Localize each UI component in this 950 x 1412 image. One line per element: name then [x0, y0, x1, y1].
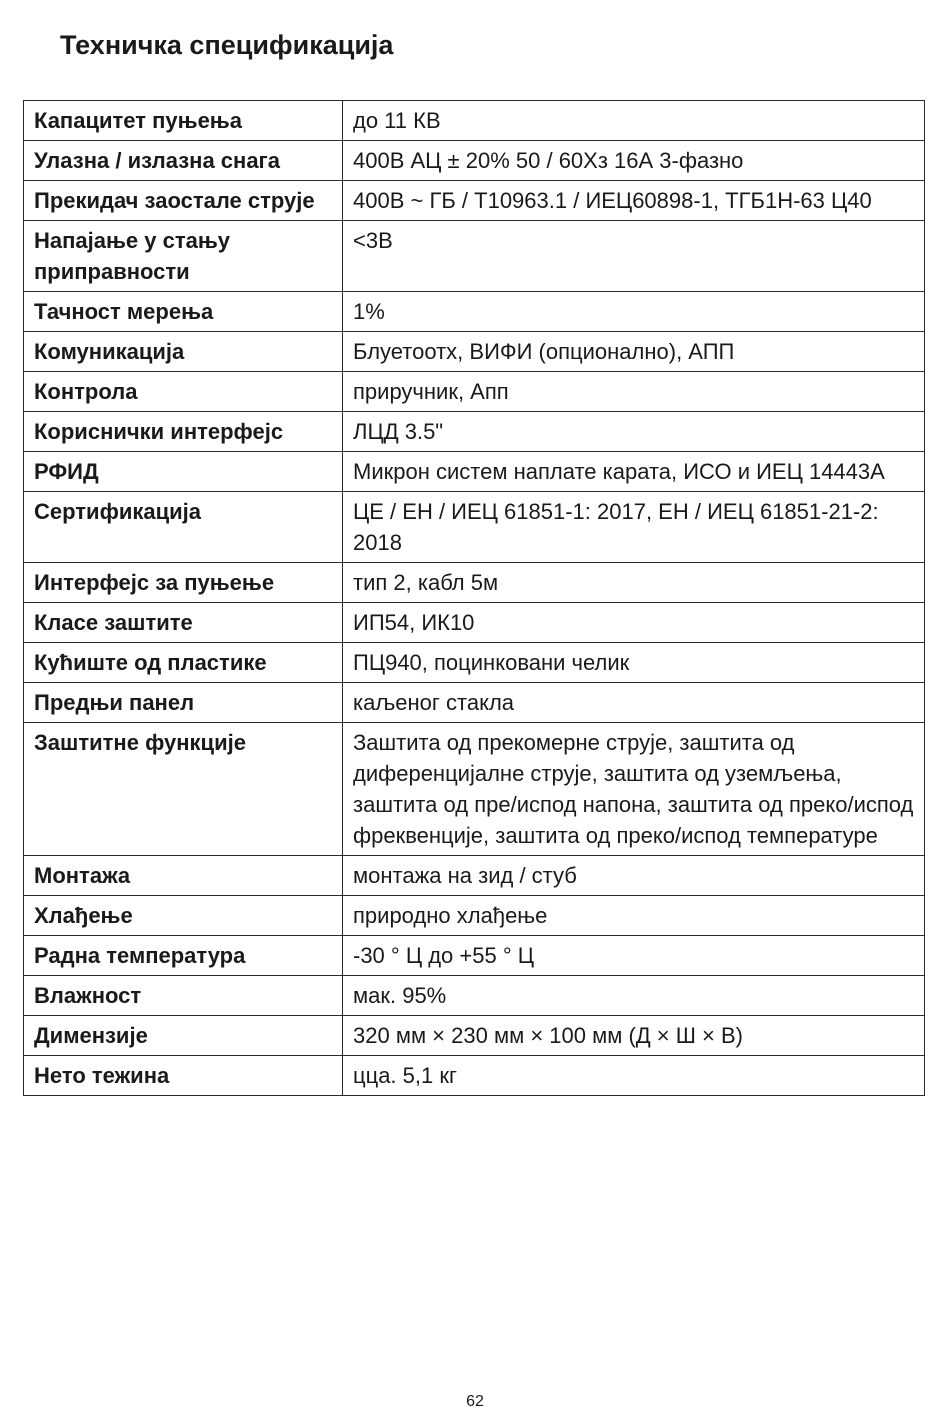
- spec-label: Напајање у стању приправности: [24, 221, 343, 292]
- table-row: [24, 492, 925, 563]
- table-row: [24, 896, 925, 936]
- table-row: [24, 683, 925, 723]
- table-row: [24, 372, 925, 412]
- table-row: [24, 332, 925, 372]
- spec-label: Хлађење: [24, 896, 343, 936]
- spec-label: РФИД: [24, 452, 343, 492]
- spec-label: Сертификација: [24, 492, 343, 563]
- spec-value: Блуетоотх, ВИФИ (опционално), АПП: [343, 332, 925, 372]
- spec-value: тип 2, кабл 5м: [343, 563, 925, 603]
- table-row: [24, 141, 925, 181]
- spec-label: Контрола: [24, 372, 343, 412]
- spec-value: приручник, Апп: [343, 372, 925, 412]
- spec-value: природно хлађење: [343, 896, 925, 936]
- table-row: [24, 1016, 925, 1056]
- spec-value: -30 ° Ц до +55 ° Ц: [343, 936, 925, 976]
- spec-value: ИП54, ИК10: [343, 603, 925, 643]
- table-row: [24, 452, 925, 492]
- spec-label: Влажност: [24, 976, 343, 1016]
- table-row: [24, 1056, 925, 1096]
- spec-value: каљеног стакла: [343, 683, 925, 723]
- spec-label: Монтажа: [24, 856, 343, 896]
- page-number: 62: [466, 1393, 484, 1410]
- spec-value: <3В: [343, 221, 925, 292]
- spec-value: ПЦ940, поцинковани челик: [343, 643, 925, 683]
- table-row: [24, 412, 925, 452]
- table-row: [24, 976, 925, 1016]
- table-row: [24, 221, 925, 292]
- spec-value: Заштита од прекомерне струје, заштита од диференцијалне струје, заштита од уземљења, заштита од пре/испод напона, заштита од преко/испод фреквенције, заштита од преко/испод температуре: [343, 723, 925, 856]
- spec-value: 400В АЦ ± 20% 50 / 60Хз 16А 3-фазно: [343, 141, 925, 181]
- spec-label: Кориснички интерфејс: [24, 412, 343, 452]
- specification-table-body: [24, 101, 925, 1096]
- spec-value: 320 мм × 230 мм × 100 мм (Д × Ш × В): [343, 1016, 925, 1056]
- table-row: [24, 723, 925, 856]
- spec-label: Нето тежина: [24, 1056, 343, 1096]
- spec-value: ЛЦД 3.5": [343, 412, 925, 452]
- spec-value: Микрон систем наплате карата, ИСО и ИЕЦ 14443А: [343, 452, 925, 492]
- table-row: [24, 101, 925, 141]
- spec-label: Прекидач заостале струје: [24, 181, 343, 221]
- table-row: [24, 856, 925, 896]
- spec-value: до 11 КВ: [343, 101, 925, 141]
- spec-label: Кућиште од пластике: [24, 643, 343, 683]
- spec-label: Радна температура: [24, 936, 343, 976]
- table-row: [24, 643, 925, 683]
- spec-label: Комуникација: [24, 332, 343, 372]
- spec-value: мак. 95%: [343, 976, 925, 1016]
- specification-table: [23, 100, 925, 1096]
- table-row: [24, 563, 925, 603]
- table-row: [24, 181, 925, 221]
- spec-label: Заштитне функције: [24, 723, 343, 856]
- spec-value: цца. 5,1 кг: [343, 1056, 925, 1096]
- spec-label: Класе заштите: [24, 603, 343, 643]
- spec-label: Тачност мерења: [24, 292, 343, 332]
- spec-value: ЦЕ / ЕН / ИЕЦ 61851-1: 2017, ЕН / ИЕЦ 61851-21-2: 2018: [343, 492, 925, 563]
- spec-value: 400В ~ ГБ / Т10963.1 / ИЕЦ60898-1, ТГБ1Н-63 Ц40: [343, 181, 925, 221]
- spec-label: Капацитет пуњења: [24, 101, 343, 141]
- spec-value: монтажа на зид / стуб: [343, 856, 925, 896]
- spec-label: Предњи панел: [24, 683, 343, 723]
- page-title: Техничка спецификација: [60, 30, 394, 60]
- table-row: [24, 603, 925, 643]
- spec-label: Интерфејс за пуњење: [24, 563, 343, 603]
- spec-label: Димензије: [24, 1016, 343, 1056]
- spec-value: 1%: [343, 292, 925, 332]
- spec-label: Улазна / излазна снага: [24, 141, 343, 181]
- table-row: [24, 936, 925, 976]
- table-row: [24, 292, 925, 332]
